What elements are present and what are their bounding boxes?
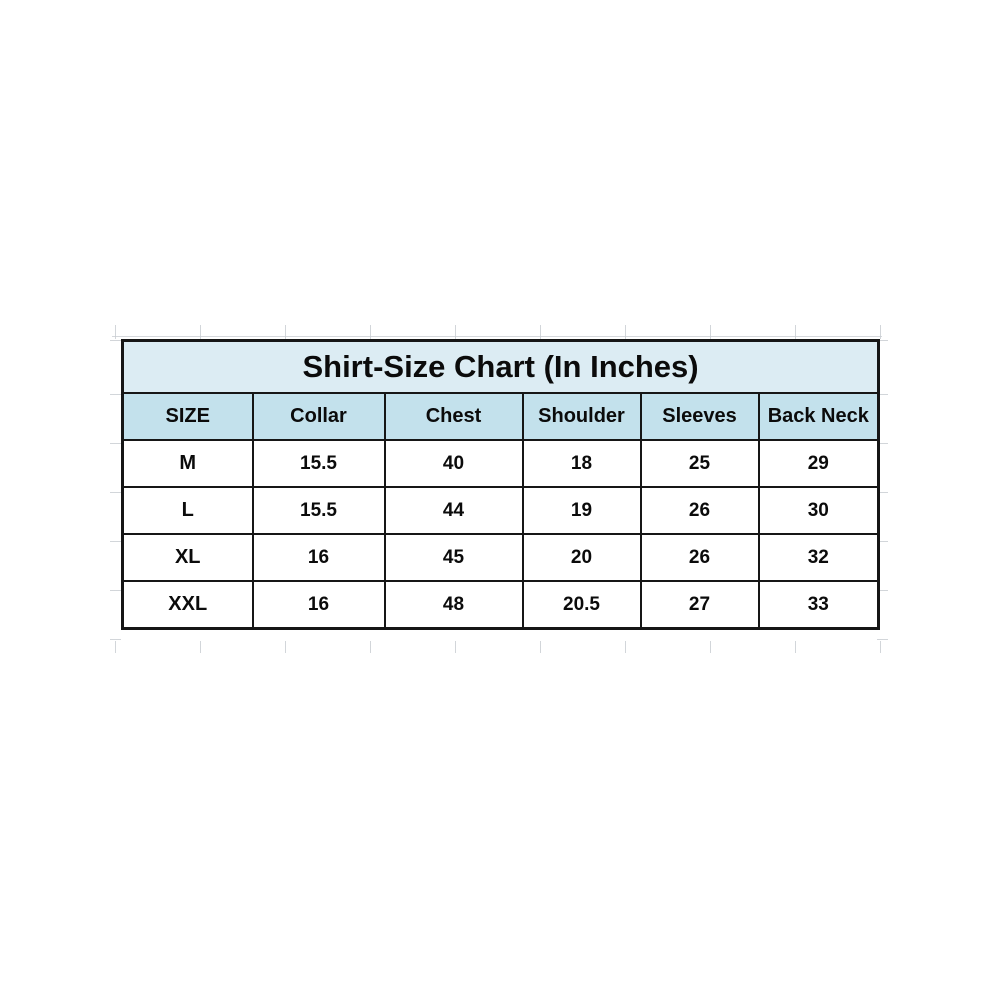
shoulder-value: 19 [523,487,641,534]
sleeves-value: 26 [641,487,759,534]
gridline-ticks-bottom [115,641,881,653]
table-header-row [123,393,879,440]
size-label: XL [123,534,253,581]
back-neck-value: 29 [759,440,879,487]
chart-title: Shirt-Size Chart (In Inches) [123,341,879,394]
table-title-row [123,341,879,394]
size-label: L [123,487,253,534]
chest-value: 40 [385,440,523,487]
collar-value: 16 [253,581,385,629]
gridline-stub-top-left [110,340,121,341]
collar-value: 16 [253,534,385,581]
back-neck-value: 30 [759,487,879,534]
size-chart-table [121,339,880,630]
sleeves-value: 26 [641,534,759,581]
collar-value: 15.5 [253,487,385,534]
column-header-size: SIZE [123,393,253,440]
chest-value: 44 [385,487,523,534]
shoulder-value: 18 [523,440,641,487]
gridline-ticks-top [115,325,881,339]
table-row-l [123,487,879,534]
column-header-chest: Chest [385,393,523,440]
chest-value: 48 [385,581,523,629]
shoulder-value: 20.5 [523,581,641,629]
sleeves-value: 25 [641,440,759,487]
size-label: XXL [123,581,253,629]
column-header-shoulder: Shoulder [523,393,641,440]
sleeves-value: 27 [641,581,759,629]
column-header-back-neck: Back Neck [759,393,879,440]
column-header-collar: Collar [253,393,385,440]
shoulder-value: 20 [523,534,641,581]
collar-value: 15.5 [253,440,385,487]
table-row-m [123,440,879,487]
table-row-xl [123,534,879,581]
size-label: M [123,440,253,487]
back-neck-value: 33 [759,581,879,629]
table-row-xxl [123,581,879,629]
column-header-sleeves: Sleeves [641,393,759,440]
chest-value: 45 [385,534,523,581]
gridline-stubs-left [110,394,121,641]
back-neck-value: 32 [759,534,879,581]
